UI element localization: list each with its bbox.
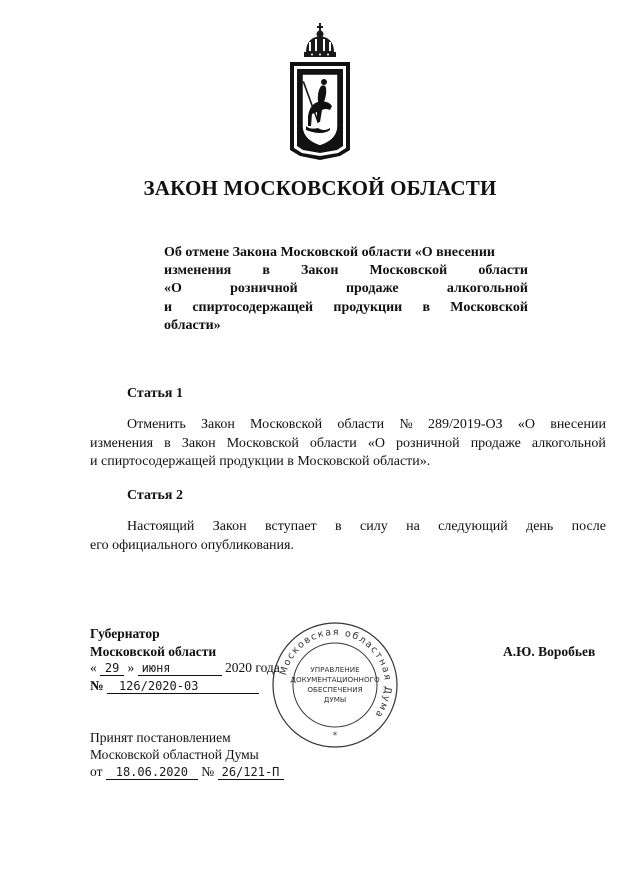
article-line (90, 453, 606, 472)
subject-line (164, 299, 528, 317)
subject-word: в (262, 263, 270, 279)
subject-word: продаже (345, 281, 399, 297)
law-number (90, 678, 259, 694)
date-quote-close: » (127, 660, 135, 675)
article-line (90, 435, 606, 454)
law-subject (164, 244, 528, 335)
subject-word: розничной (230, 281, 298, 297)
article-word: области (337, 417, 385, 432)
article-2-text (90, 518, 606, 555)
article-word: на (406, 519, 420, 534)
subject-word: алкогольной (446, 281, 528, 297)
article-word: Закон (181, 435, 216, 451)
date-month: июня (138, 661, 222, 676)
subject-word: «О (164, 281, 182, 297)
article-line (90, 416, 606, 435)
adoption-number-value: 26/121-П (218, 765, 284, 780)
article-word: области (309, 435, 357, 451)
article-line (90, 518, 606, 537)
svg-text:*: * (332, 731, 338, 741)
article-word: Московской (250, 417, 323, 432)
article-1-heading: Статья 1 (127, 386, 183, 401)
article-word: и спиртосодержащей продукции в Московской области». (90, 454, 431, 470)
adoption-date-prefix: от (90, 764, 103, 779)
subject-word: Московской (369, 263, 448, 279)
subject-word: Московской (450, 299, 528, 315)
stamp-ring-text: Московская областная Дума (277, 626, 394, 721)
article-word: Настоящий (127, 519, 195, 534)
number-sign: № (90, 678, 104, 693)
article-2-heading: Статья 2 (127, 488, 183, 503)
article-word: № (399, 417, 413, 432)
article-word: внесении (550, 417, 606, 432)
subject-word: Об отмене Закона Московской области «О внесении (164, 245, 495, 260)
stamp-line: УПРАВЛЕНИЕ (310, 665, 360, 674)
article-word: «О (517, 417, 535, 432)
article-word: его официального опубликования. (90, 537, 294, 553)
subject-word: изменения (164, 263, 232, 279)
adoption-date (90, 764, 284, 780)
governor-region: Московской области (90, 644, 217, 659)
subject-word: в (422, 299, 431, 315)
article-word: Закон (212, 519, 247, 534)
official-stamp (270, 620, 400, 750)
subject-line (164, 280, 528, 298)
subject-word: спиртосодержащей (192, 299, 314, 315)
article-word: силу (360, 519, 388, 534)
coat-of-arms-emblem (284, 22, 356, 162)
article-word: в (164, 435, 171, 451)
adoption-line-2: Московской областной Думы (90, 747, 259, 762)
adoption-date-value: 18.06.2020 (106, 765, 198, 780)
date-day: 29 (100, 661, 124, 676)
article-word: день (526, 519, 554, 534)
governor-title: Губернатор (90, 626, 160, 641)
date-quote-open: « (90, 660, 97, 675)
article-word: вступает (264, 519, 317, 534)
article-word: Московской (226, 435, 299, 451)
subject-line (164, 244, 528, 262)
article-word: алкогольной (531, 435, 606, 451)
subject-line (164, 262, 528, 280)
article-word: «О (367, 435, 385, 451)
subject-line (164, 317, 528, 335)
subject-word: продукции (333, 299, 403, 315)
adoption-number-sign: № (201, 764, 215, 779)
subject-word: Закон (301, 263, 339, 279)
stamp-line: ОБЕСПЕЧЕНИЯ (307, 685, 363, 694)
subject-word: области» (164, 317, 221, 333)
article-word: продаже (470, 435, 521, 451)
article-word: 289/2019-ОЗ (427, 417, 503, 432)
article-word: Отменить (127, 417, 186, 432)
adoption-line-1: Принят постановлением (90, 730, 231, 745)
stamp-line: ДУМЫ (323, 695, 347, 704)
article-1-text (90, 416, 606, 472)
article-word: розничной (396, 435, 460, 451)
article-word: после (571, 519, 606, 534)
stamp-seal-icon (270, 620, 400, 750)
law-number-value: 126/2020-03 (107, 679, 259, 694)
stamp-line: ДОКУМЕНТАЦИОННОГО (290, 675, 380, 684)
subject-word: и (164, 299, 173, 315)
article-word: Закон (201, 417, 235, 432)
signing-date (90, 660, 280, 676)
law-title: ЗАКОН МОСКОВСКОЙ ОБЛАСТИ (143, 176, 497, 200)
subject-word: области (478, 263, 528, 279)
article-line (90, 537, 606, 556)
moscow-oblast-coat-of-arms-icon (284, 22, 356, 162)
signer-name: А.Ю. Воробьев (503, 644, 596, 659)
article-word: следующий (438, 519, 508, 534)
date-year: 2020 года (225, 660, 280, 675)
article-word: изменения (90, 435, 154, 451)
article-word: в (335, 519, 342, 534)
